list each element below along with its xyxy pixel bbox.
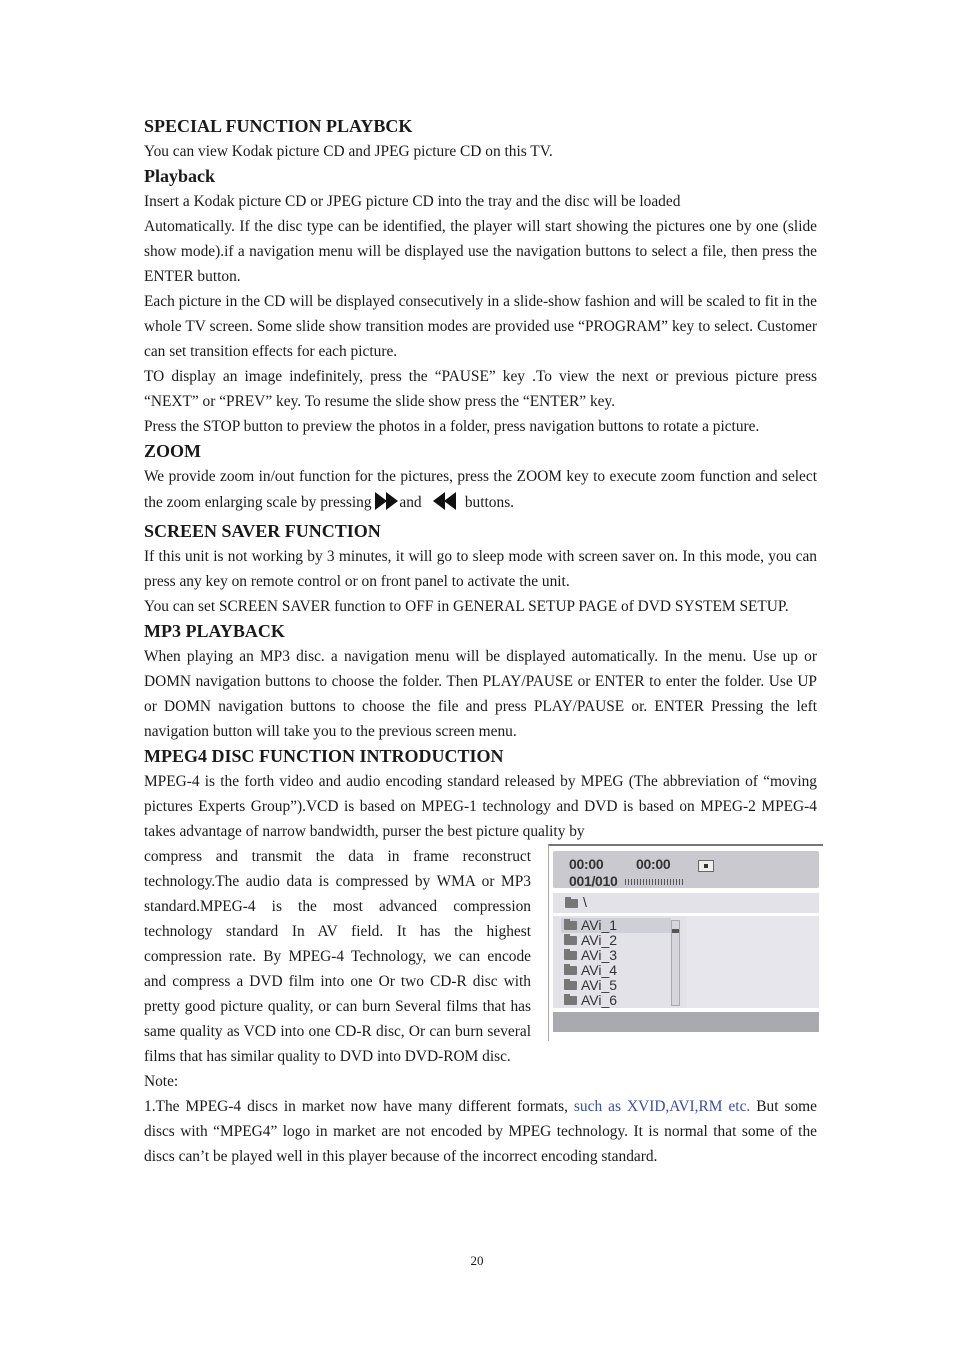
nav-header xyxy=(553,851,819,888)
playback-p3: Each picture in the CD will be displayed consecutively in a slide-show fashion and will be scaled to fit in the whole TV screen. Some slide show transition modes are provided use “PROGRAM” key to select. Customer can set transition effects for each picture. xyxy=(144,293,817,360)
heading-playback: Playback xyxy=(144,166,216,186)
file-list-item[interactable] xyxy=(561,918,671,933)
mp3-p1: When playing an MP3 disc. a navigation menu will be displayed automatically. In the menu. Use up or DOMN navigation buttons to choose the folder. Then PLAY/PAUSE or ENTER to enter the folder. Use UP or DOMN navigation buttons to choose the file and press PLAY/PAUSE or. ENTER Pressing the left navigation button will take you to the previous screen menu. xyxy=(144,648,817,740)
file-list-item[interactable] xyxy=(561,948,671,963)
zoom-buttons: buttons. xyxy=(461,494,515,511)
stop-icon xyxy=(698,860,714,872)
playback-p4: TO display an image indefinitely, press the “PAUSE” key .To view the next or previous picture press “NEXT” or “PREV” key. To resume the slide show press the “ENTER” key. xyxy=(144,368,817,410)
nav-time-elapsed: 00:00 xyxy=(569,856,604,872)
file-name: AVi_2 xyxy=(581,932,618,948)
folder-icon xyxy=(564,921,577,930)
screensaver-p1: If this unit is not working by 3 minutes, it will go to sleep mode with screen saver on. In this mode, you can press any key on remote control or on front panel to activate the unit. xyxy=(144,548,817,590)
heading-zoom: ZOOM xyxy=(144,441,201,461)
page-number: 20 xyxy=(470,1253,484,1268)
note-1 xyxy=(144,1094,817,1169)
zoom-and: and xyxy=(399,494,422,511)
page-content xyxy=(144,114,817,1169)
nav-time-total: 00:00 xyxy=(636,856,671,872)
note-label: Note: xyxy=(144,1073,179,1090)
fast-forward-icon xyxy=(375,492,399,519)
heading-mpeg4: MPEG4 DISC FUNCTION INTRODUCTION xyxy=(144,746,504,766)
note1-formats: such as XVID,AVI,RM etc. xyxy=(573,1098,751,1115)
heading-special-function: SPECIAL FUNCTION PLAYBCK xyxy=(144,116,413,136)
file-list xyxy=(561,918,671,1008)
nav-footer-bar xyxy=(553,1012,819,1032)
file-name: AVi_3 xyxy=(581,947,618,963)
mpeg4-wrap-block xyxy=(144,844,817,1069)
file-list-item[interactable] xyxy=(561,933,671,948)
progress-dots xyxy=(625,879,683,885)
folder-icon xyxy=(564,936,577,945)
special-intro: You can view Kodak picture CD and JPEG picture CD on this TV. xyxy=(144,143,553,160)
preview-area xyxy=(687,916,819,1008)
folder-icon xyxy=(564,951,577,960)
playback-p1: Insert a Kodak picture CD or JPEG picture CD into the tray and the disc will be loaded xyxy=(144,193,681,210)
playback-p2: Automatically. If the disc type can be identified, the player will start showing the pictures one by one (slide show mode).if a navigation menu will be displayed use the navigation buttons to select a file, then press the ENTER button. xyxy=(144,218,817,285)
mpeg4-p2: compress and transmit the data in frame reconstruct technology.The audio data is compressed by WMA or MP3 standard.MPEG-4 is the most advanced compression technology standard In AV field. It has the highest compression rate. By MPEG-4 Technology, we can encode and compress a DVD film into one Or two CD-R disc with pretty good picture quality, or can burn Several films that has same quality as VCD into one CD-R disc, Or can burn several films that has similar quality to DVD into DVD-ROM disc. xyxy=(144,848,531,1065)
navigation-menu-screenshot xyxy=(548,844,823,1041)
playback-p5: Press the STOP button to preview the photos in a folder, press navigation buttons to rotate a picture. xyxy=(144,418,760,435)
heading-screen-saver: SCREEN SAVER FUNCTION xyxy=(144,521,381,541)
folder-icon xyxy=(564,966,577,975)
screensaver-p2: You can set SCREEN SAVER function to OFF in GENERAL SETUP PAGE of DVD SYSTEM SETUP. xyxy=(144,598,789,615)
nav-path: \ xyxy=(583,894,587,910)
nav-path-bar xyxy=(553,893,819,913)
file-name: AVi_4 xyxy=(581,962,618,978)
mpeg4-p1: MPEG-4 is the forth video and audio encoding standard released by MPEG (The abbreviation of “moving pictures Experts Group”).VCD is based on MPEG-1 technology and DVD is based on MPEG-2 MPEG-4 takes advantage of narrow bandwidth, purser the best picture quality by xyxy=(144,773,817,840)
file-list-item[interactable] xyxy=(561,993,671,1008)
folder-icon xyxy=(564,981,577,990)
file-list-item[interactable] xyxy=(561,978,671,993)
scroll-thumb[interactable] xyxy=(672,929,679,933)
nav-track-count: 001/010 xyxy=(569,873,618,889)
folder-icon xyxy=(565,899,578,908)
file-list-item[interactable] xyxy=(561,963,671,978)
nav-file-list xyxy=(553,916,819,1008)
zoom-text: We provide zoom in/out function for the pictures, press the ZOOM key to execute zoom function and select the zoom enlarging scale by pressing xyxy=(144,468,817,511)
zoom-p1 xyxy=(144,464,817,519)
note1-b: But some discs with “MPEG4” logo in market are not encoded by MPEG technology. It is normal that some of the discs can’t be played well in this player because of the incorrect encoding standard. xyxy=(144,1098,817,1165)
file-name: AVi_5 xyxy=(581,977,618,993)
note1-a: 1.The MPEG-4 discs in market now have many different formats, xyxy=(144,1098,574,1115)
file-name: AVi_1 xyxy=(581,917,618,933)
scrollbar[interactable] xyxy=(671,920,680,1006)
heading-mp3-playback: MP3 PLAYBACK xyxy=(144,621,285,641)
rewind-icon xyxy=(433,492,457,519)
file-name: AVi_6 xyxy=(581,992,618,1008)
folder-icon xyxy=(564,996,577,1005)
